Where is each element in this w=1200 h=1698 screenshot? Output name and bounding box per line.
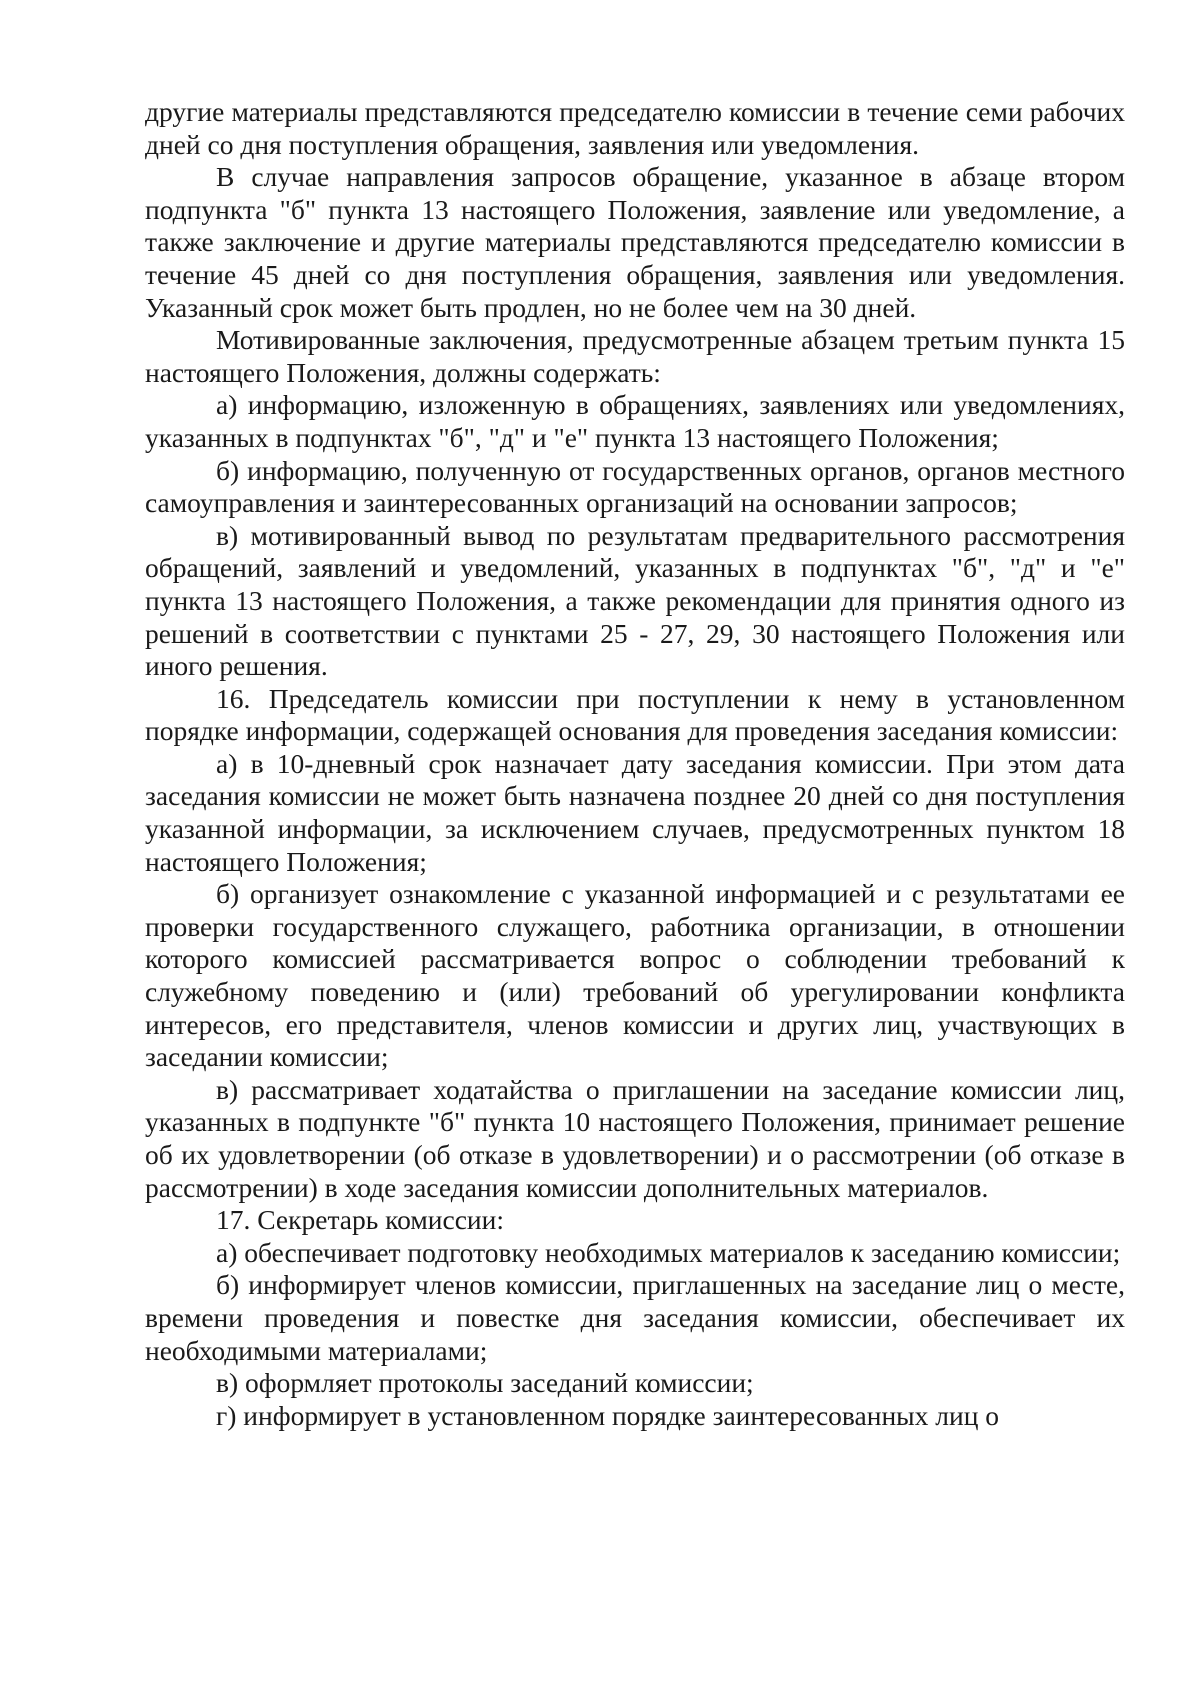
paragraph-item-a-information: а) информацию, изложенную в обращениях, заявлениях или уведомлениях, указанных в подпунктах "б", "д" и "е" пункта 13 настоящего Положения; <box>145 389 1125 453</box>
paragraph-section-16: 16. Председатель комиссии при поступлении к нему в установленном порядке информации, содержащей основания для проведения заседания комиссии: <box>145 682 1125 747</box>
document-page <box>145 96 1125 1432</box>
paragraph-continuation: другие материалы представляются председателю комиссии в течение семи рабочих дней со дня поступления обращения, заявления или уведомления. <box>145 96 1125 160</box>
paragraph-section-16-v: в) рассматривает ходатайства о приглашении на заседание комиссии лиц, указанных в подпункте "б" пункта 10 настоящего Положения, принимает решение об их удовлетворении (об отказе в удовлетворении) и о рассмотрении (об отказе в рассмотрении) в ходе заседания комиссии дополнительных материалов. <box>145 1073 1125 1203</box>
paragraph-request-deadline: В случае направления запросов обращение, указанное в абзаце втором подпункта "б" пункта 13 настоящего Положения, заявление или уведомление, а также заключение и другие материалы представляются председателю комиссии в течение 45 дней со дня поступления обращения, заявления или уведомления. Указанный срок может быть продлен, но не более чем на 30 дней. <box>145 161 1125 323</box>
paragraph-section-16-a: а) в 10-дневный срок назначает дату заседания комиссии. При этом дата заседания комиссии не может быть назначена позднее 20 дней со дня поступления указанной информации, за исключением случаев, предусмотренных пунктом 18 настоящего Положения; <box>145 747 1125 877</box>
paragraph-section-17-g: г) информирует в установленном порядке заинтересованных лиц о <box>216 1399 1000 1431</box>
paragraph-section-17: 17. Секретарь комиссии: <box>216 1204 504 1236</box>
paragraph-section-16-b: б) организует ознакомление с указанной информацией и с результатами ее проверки государственного служащего, работника организации, в отношении которого комиссией рассматривается вопрос о соблюдении требований к служебному поведению и (или) требований об урегулировании конфликта интересов, его представителя, членов комиссии и других лиц, участвующих в заседании комиссии; <box>145 878 1125 1073</box>
paragraph-item-v-conclusion: в) мотивированный вывод по результатам предварительного рассмотрения обращений, заявлений и уведомлений, указанных в подпунктах "б", "д" и "е" пункта 13 настоящего Положения, а также рекомендации для принятия одного из решений в соответствии с пунктами 25 - 27, 29, 30 настоящего Положения или иного решения. <box>145 519 1125 682</box>
paragraph-section-17-a: а) обеспечивает подготовку необходимых материалов к заседанию комиссии; <box>216 1236 1121 1268</box>
paragraph-motivated-conclusions: Мотивированные заключения, предусмотренные абзацем третьим пункта 15 настоящего Положения, должны содержать: <box>145 324 1125 388</box>
paragraph-section-17-v: в) оформляет протоколы заседаний комиссии; <box>216 1367 754 1399</box>
paragraph-section-17-b: б) информирует членов комиссии, приглашенных на заседание лиц о месте, времени проведения и повестке дня заседания комиссии, обеспечивает их необходимыми материалами; <box>145 1269 1125 1366</box>
paragraph-item-b-information: б) информацию, полученную от государственных органов, органов местного самоуправления и заинтересованных организаций на основании запросов; <box>145 454 1125 519</box>
